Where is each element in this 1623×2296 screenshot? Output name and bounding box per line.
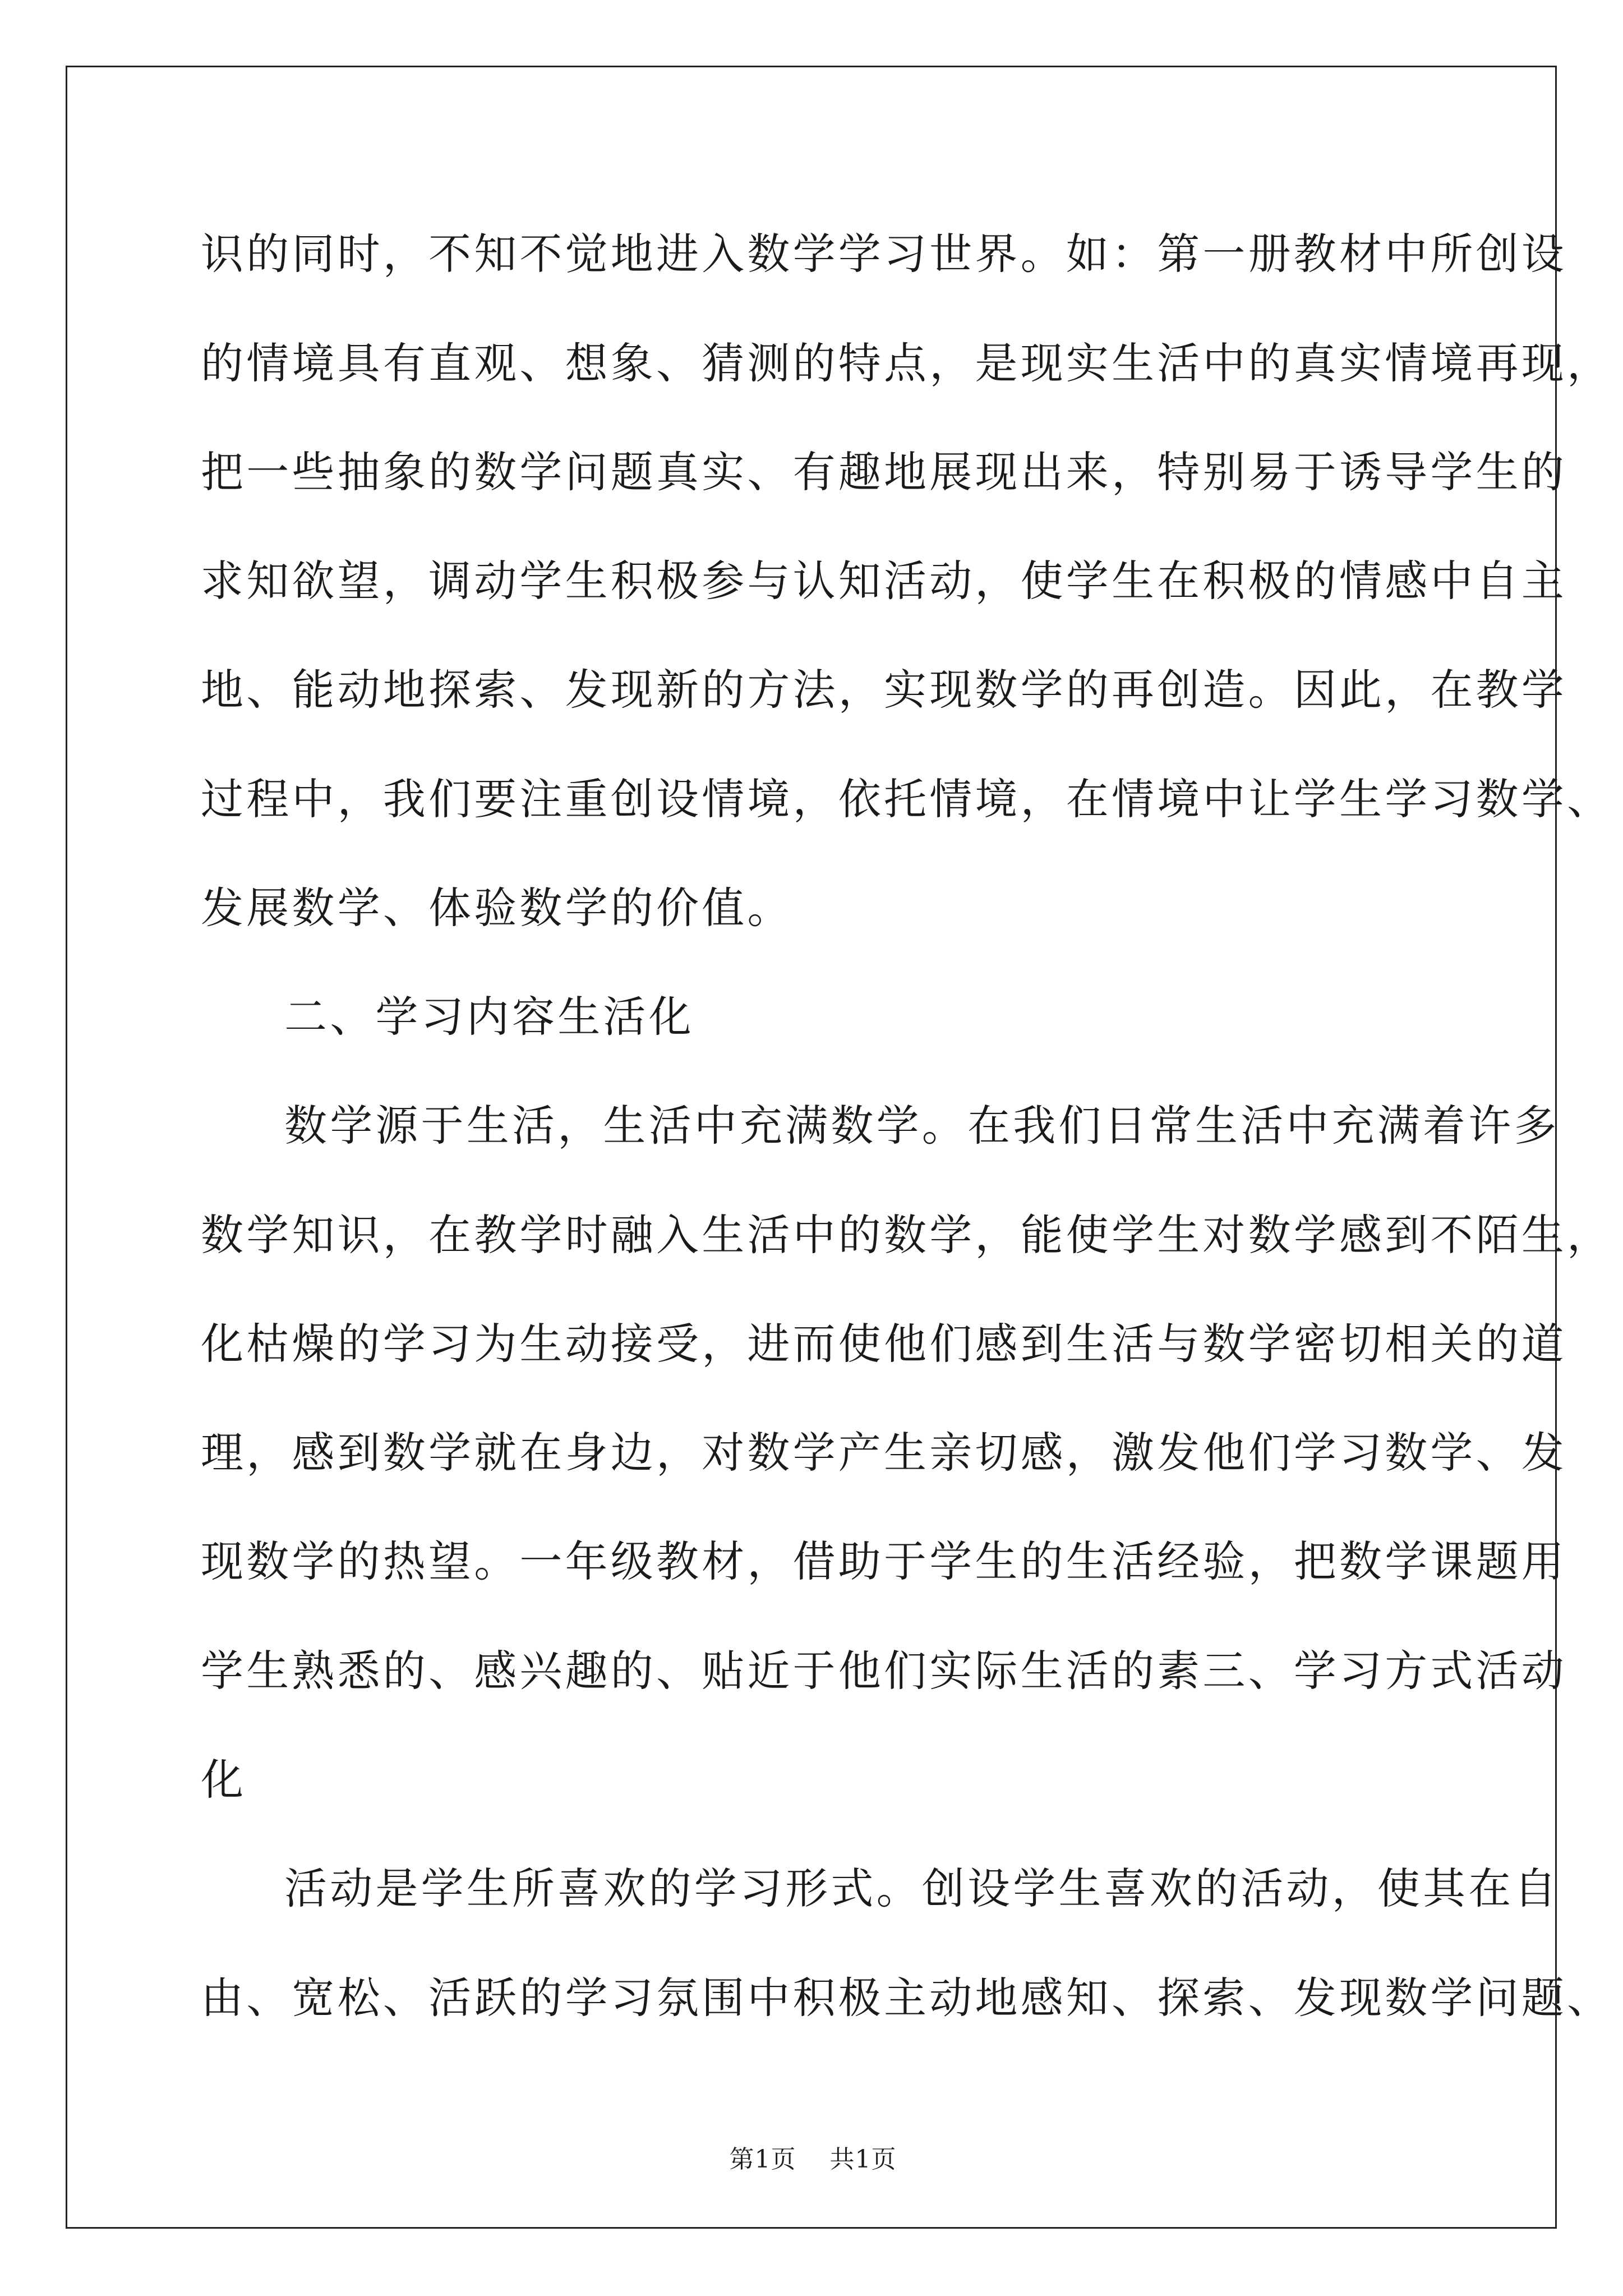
body-line-9: 数学源于生活，生活中充满数学。在我们日常生活中充满着许多 <box>284 1101 1560 1151</box>
body-line-15: 化 <box>201 1755 247 1805</box>
page-frame <box>66 66 1613 2229</box>
body-line-17: 由、宽松、活跃的学习氛围中积极主动地感知、探索、发现数学问题、 <box>201 1973 1613 2023</box>
page-footer <box>67 2143 1559 2177</box>
body-line-3: 把一些抽象的数学问题真实、有趣地展现出来，特别易于诱导学生的 <box>201 447 1567 497</box>
body-line-5: 地、能动地探索、发现新的方法，实现数学的再创造。因此，在教学 <box>201 665 1567 715</box>
body-line-1: 识的同时，不知不觉地进入数学学习世界。如：第一册教材中所创设 <box>201 229 1567 279</box>
body-line-11: 化枯燥的学习为生动接受，进而使他们感到生活与数学密切相关的道 <box>201 1319 1567 1369</box>
page-number: 第1页 <box>729 2145 796 2174</box>
body-line-12: 理，感到数学就在身边，对数学产生亲切感，激发他们学习数学、发 <box>201 1428 1567 1478</box>
body-line-4: 求知欲望，调动学生积极参与认知活动，使学生在积极的情感中自主 <box>201 556 1567 606</box>
body-line-16: 活动是学生所喜欢的学习形式。创设学生喜欢的活动，使其在自 <box>284 1864 1560 1913</box>
section-heading: 二、学习内容生活化 <box>284 992 694 1042</box>
body-line-14: 学生熟悉的、感兴趣的、贴近于他们实际生活的素三、学习方式活动 <box>201 1646 1567 1696</box>
body-line-13: 现数学的热望。一年级教材，借助于学生的生活经验，把数学课题用 <box>201 1536 1567 1586</box>
body-line-6: 过程中，我们要注重创设情境，依托情境，在情境中让学生学习数学、 <box>201 774 1613 824</box>
body-line-7: 发展数学、体验数学的价值。 <box>201 883 793 933</box>
body-line-10: 数学知识，在教学时融入生活中的数学，能使学生对数学感到不陌生， <box>201 1210 1613 1260</box>
page-total: 共1页 <box>829 2145 897 2174</box>
body-line-2: 的情境具有直观、想象、猜测的特点，是现实生活中的真实情境再现， <box>201 338 1613 388</box>
